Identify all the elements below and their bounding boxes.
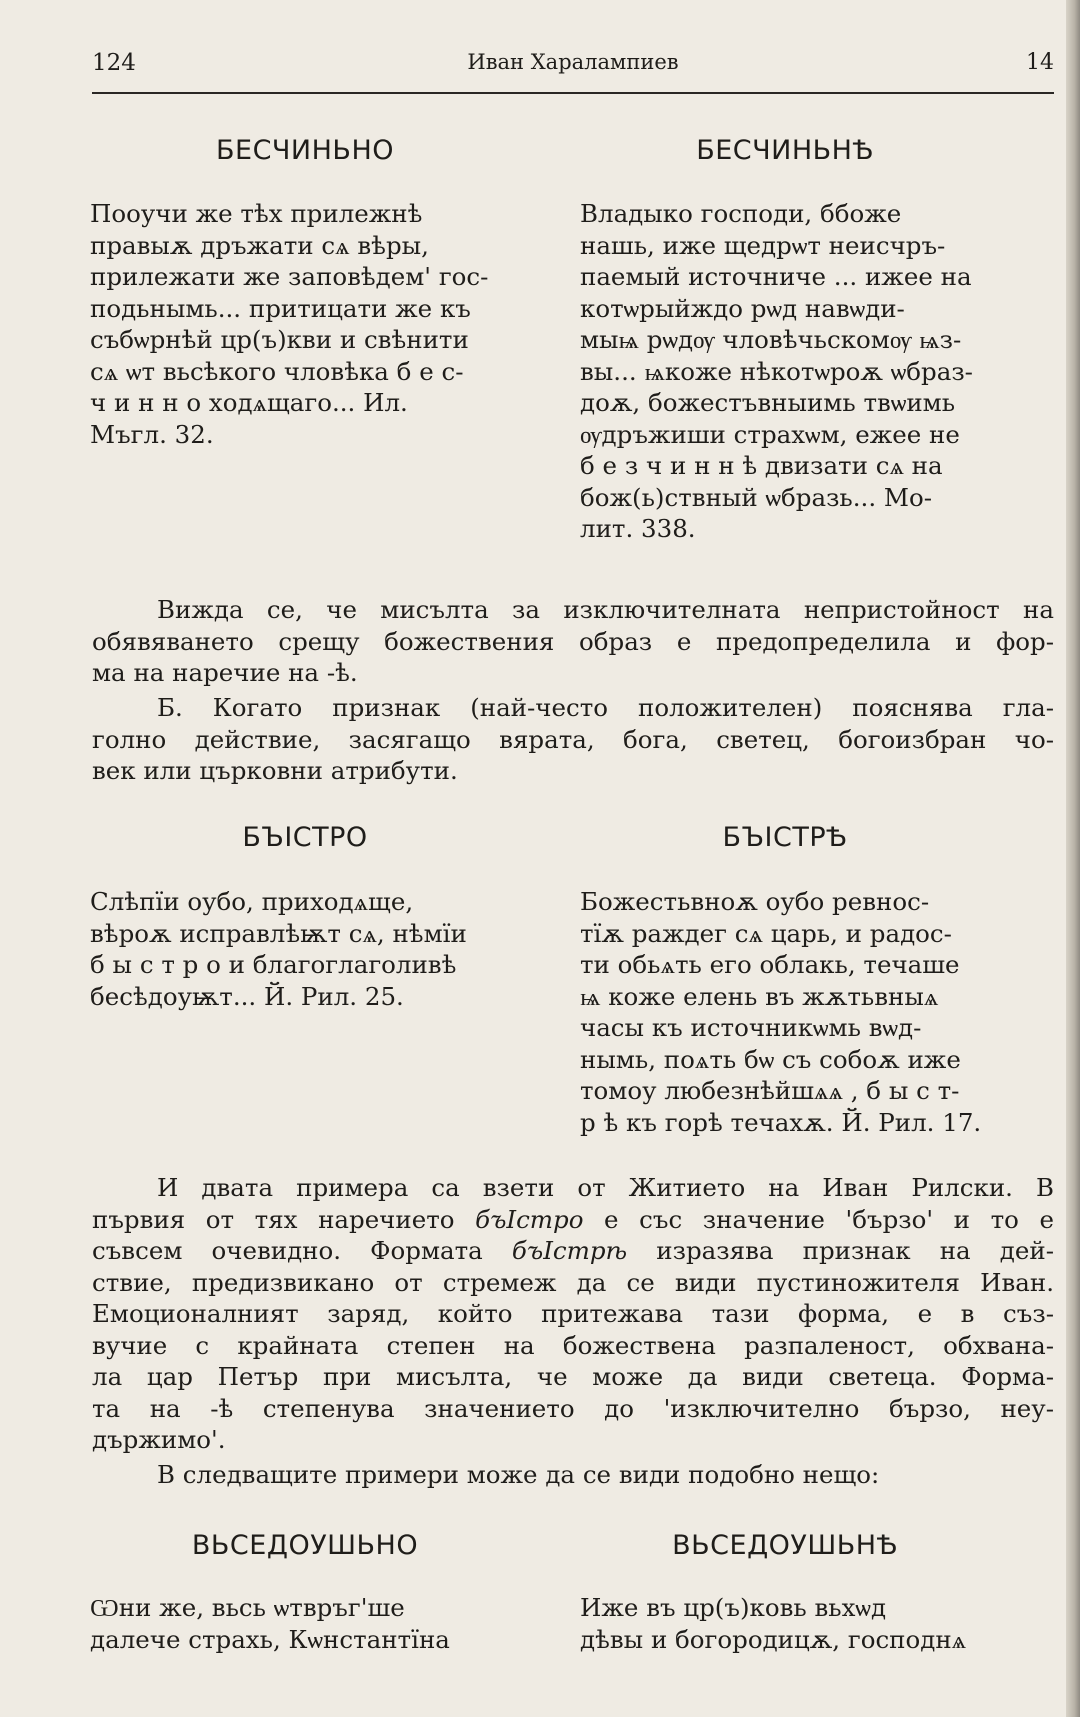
header-rule xyxy=(92,92,1054,94)
page-edge xyxy=(1066,0,1080,1717)
left-column-title: БЕСЧИНЬНО xyxy=(215,135,395,166)
left-column-title: БЪІСТРО xyxy=(242,822,368,853)
body-paragraph xyxy=(92,1172,1054,1456)
right-column-title: БЪІСТРѢ xyxy=(722,822,848,853)
folio-mark: 14 xyxy=(1026,50,1054,75)
text-line: съвсем очевидно. Формата бъІстрѣ изразява признак на дей- xyxy=(92,1236,1054,1265)
right-column-title: ВЬСЕДОУШЬНѢ xyxy=(672,1530,898,1561)
right-column-quote: Иже въ цр(ъ)ковь вьхѡд дѣвы и богородицѫ, господнѧ xyxy=(580,1593,967,1654)
text-line: ствие, предизвикано от стремеж да се види пустиножителя Иван. xyxy=(92,1267,1054,1297)
right-column-quote: Владыко господи, ббоже нашь, иже щедрѡт неисчръ- паемый источниче ... ижее на котѡрыйждо рѡд навѡди- мыѩ рѡдѹ чловѣчьскомѹ ѩз- вы... ѩкоже нѣкотѡроѫ ѡбраз- доѫ, божестъвныимь твѡимь ѹдръжиши страхѡм, ежее не б е з ч и н н ѣ двизати сѧ на бож(ь)ствный ѡбразь... Мо- лит. 338. xyxy=(580,199,973,543)
body-paragraph xyxy=(92,1459,1054,1491)
body-paragraph xyxy=(92,692,1054,787)
text-line: ма на наречие на -ѣ. xyxy=(92,658,358,687)
italic-term: бъІстрѣ xyxy=(511,1236,628,1265)
right-column-quote: Божестьвноѫ оубо ревнос- тїѫ раждег сѧ царь, и радос- ти обьѧть его облакь, течаше ѩ коже елень въ жѫтьвныѧ часы къ источникѡмь вѡд- нымь, поѧть бѡ съ собоѫ иже томоу любезнѣйшѧѧ , б ы с т- р ѣ къ горѣ течахѫ. Й. Рил. 17. xyxy=(580,887,982,1137)
right-column-title: БЕСЧИНЬНѢ xyxy=(696,135,874,166)
running-header xyxy=(92,50,1054,90)
text-line: Б. Когато признак (най-често положителен) пояснява гла- xyxy=(157,693,1054,722)
left-column-title: ВЬСЕДОУШЬНО xyxy=(191,1530,419,1561)
text-line: ла цар Петър при мисълта, че може да види светеца. Форма- xyxy=(92,1362,1054,1391)
text-line: първия от тях наречието бъІстро е със значение 'бързо' и то е xyxy=(92,1204,1054,1234)
left-column-quote: Ѡни же, вьсь ѡтвръг'ше далече страхь, Кѡнстантїна xyxy=(90,1593,450,1654)
text-line: И двата примера са взети от Житието на Иван Рилски. В xyxy=(157,1173,1054,1202)
text-line: вучие с крайната степен на божествена разпаленост, обхвана- xyxy=(92,1330,1054,1360)
text-line: Емоционалният заряд, който притежава тази форма, е в съз- xyxy=(92,1299,1054,1328)
text-line: В следващите примери може да се види подобно нещо: xyxy=(157,1460,880,1489)
left-column-quote: Пооучи же тѣх прилежнѣ правыѫ дръжати сѧ вѣры, прилежати же заповѣдем' гос- подьнымь... притицати же къ събѡрнѣй цр(ъ)кви и свѣнити сѧ ѡт вьсѣкого чловѣка б е с- ч и н н о ходѧщаго... Ил. Мъгл. 32. xyxy=(90,199,489,449)
page-number: 124 xyxy=(92,50,136,76)
text-line: обявяването срещу божествения образ е предопределила и фор- xyxy=(92,626,1054,656)
body-paragraph xyxy=(92,594,1054,689)
text-line: голно действие, засягащо вярата, бога, светец, богоизбран чо- xyxy=(92,724,1054,754)
italic-term: бъІстро xyxy=(475,1204,584,1234)
running-title-author: Иван Харалампиев xyxy=(467,50,679,74)
text-line: век или църковни атрибути. xyxy=(92,756,458,785)
text-line: държимо'. xyxy=(92,1425,226,1454)
text-line: Вижда се, че мисълта за изключителната непристойност на xyxy=(157,595,1054,624)
text-line: та на -ѣ степенува значението до 'изключително бързо, неу- xyxy=(92,1393,1054,1423)
left-column-quote: Слѣпїи оубо, приходѧще, вѣроѫ исправлѣѭт сѧ, нѣмїи б ы с т р о и благоглаголивѣ бесѣдоуѭт... Й. Рил. 25. xyxy=(90,887,467,1011)
